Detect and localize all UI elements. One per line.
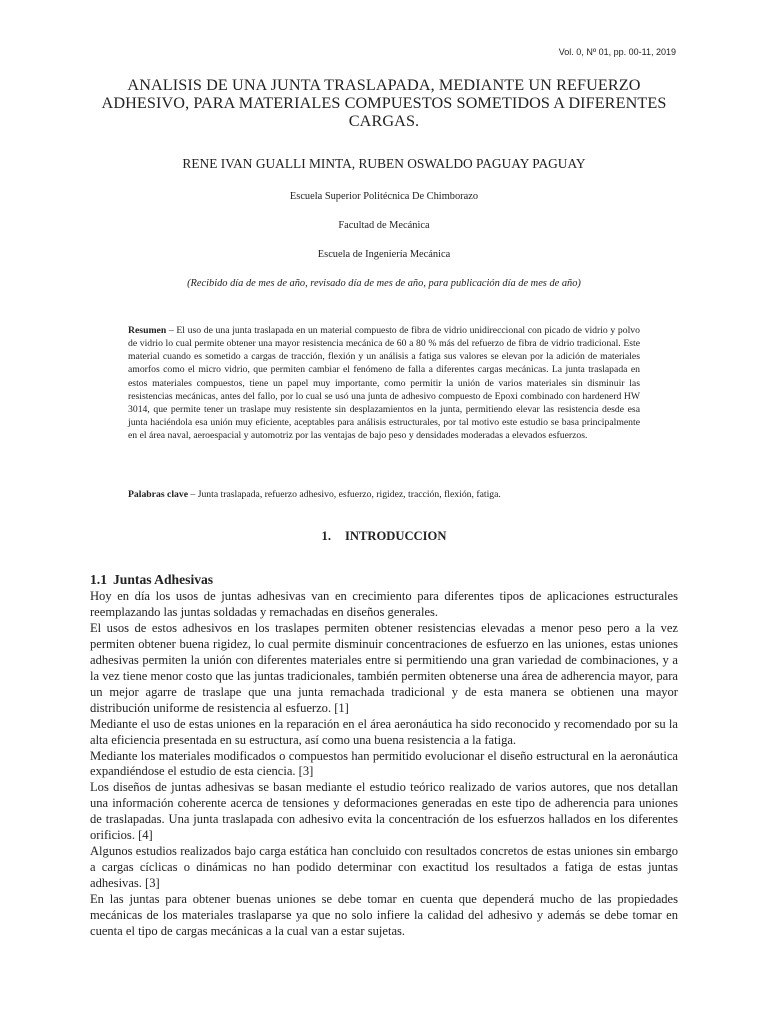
subsection-heading (90, 572, 213, 588)
affiliation-faculty: Facultad de Mecánica (338, 220, 430, 231)
abstract (128, 324, 640, 442)
body-text (90, 589, 678, 940)
keywords-label: Palabras clave (128, 489, 188, 500)
paragraph: Los diseños de juntas adhesivas se basan mediante el estudio teórico realizado de varios autores, que nos detallan una información coherente acerca de tensiones y deformaciones generadas en este tipo de adherencia para uniones de traslapadas. Una junta traslapada con adhesivo evita la concentración de los esfuerzos hallados en los diferentes orificios. [4] (90, 780, 678, 843)
keywords (128, 489, 640, 500)
paper-title: ANALISIS DE UNA JUNTA TRASLAPADA, MEDIANTE UN REFUERZO ADHESIVO, PARA MATERIALES COMPUESTOS SOMETIDOS A DIFERENTES CARGAS. (101, 76, 667, 130)
section-title: INTRODUCCION (344, 529, 447, 543)
section-heading (90, 529, 678, 544)
keywords-separator: – (188, 489, 198, 500)
paper-authors: RENE IVAN GUALLI MINTA, RUBEN OSWALDO PAGUAY PAGUAY (182, 156, 586, 171)
keywords-text: Junta traslapada, refuerzo adhesivo, esfuerzo, rigidez, tracción, flexión, fatiga. (197, 489, 501, 500)
paragraph: Hoy en día los usos de juntas adhesivas van en crecimiento para diferentes tipos de aplicaciones estructurales reemplazando las juntas soldadas y remachadas en diseños generales. (90, 589, 678, 619)
paragraph: El usos de estos adhesivos en los traslapes permiten obtener resistencias elevadas a menor peso pero a la vez permiten obtener buena rigidez, lo cual permite disminuir concentraciones de esfuerzo en las uniones, estas uniones adhesivas permiten la unión con diferentes materiales entre si permitiendo una gran variedad de combinaciones, y a la vez tiene menor costo que las juntas tradicionales, también permiten obtenerse una área de adherencia mayor, para un mejor agarre de traslape que una junta remachada tradicional y de esta manera se obtienen una mayor distribución uniforme de resistencia al esfuerzo. [1] (90, 620, 678, 715)
abstract-label: Resumen (128, 325, 167, 336)
received-dates: (Recibido día de mes de año, revisado día de mes de año, para publicación día de mes de año) (187, 278, 581, 289)
abstract-text: El uso de una junta traslapada en un material compuesto de fibra de vidrio unidireccional con picado de vidrio y polvo de vidrio lo cual permite obtener una mayor resistencia mecánica de 60 a 80 % más del refuerzo de fibra de vidrio tradicional. Este material cuando es sometido a cargas de tracción, flexión y un análisis a fatiga sus valores se elevan por la adición de materiales amorfos como el micro vidrio, que permiten cambiar el fenómeno de falla a diferentes cargas mecánicas. La junta traslapada en estos materiales compuestos, tiene un papel muy importante, como permitir la unión de varios materiales sin disminuir las resistencias mecánicas, antes del fallo, por lo cual se usó una junta de adhesivo compuesto de Epoxi combinado con hardenerd HW 3014, que permite tener un traslape muy resistente sin desplazamientos en la junta, permitiendo elevar las resistencia desde esa junta haciéndola esa unión muy eficiente, aceptables para análisis estructurales, por tal motivo este estudio se basa principalmente en el área naval, aeroespacial y automotriz por las ventajas de bajo peso y densidades moderadas a elevados esfuerzos. (128, 325, 640, 442)
paragraph: Algunos estudios realizados bajo carga estática han concluido con resultados concretos de estas uniones sin embargo a cargas cíclicas o dinámicas no han podido determinar con exactitud los resultados a fatiga de estas juntas adhesivas. [3] (90, 844, 678, 891)
affiliation-university: Escuela Superior Politécnica De Chimborazo (289, 191, 479, 202)
subsection-number: 1.1 (90, 572, 107, 587)
section-number: 1. (321, 529, 331, 543)
paragraph: Mediante el uso de estas uniones en la reparación en el área aeronáutica ha sido reconocido y recomendado por su la alta eficiencia presentada en su estructura, así como una buena resistencia a la fatiga. (90, 716, 678, 747)
subsection-title: Juntas Adhesivas (113, 572, 214, 587)
affiliation-school: Escuela de Ingeniería Mecánica (317, 249, 451, 260)
journal-reference: Vol. 0, Nº 01, pp. 00-11, 2019 (558, 47, 676, 57)
paragraph: Mediante los materiales modificados o compuestos han permitido evolucionar el diseño estructural en la aeronáutica expandiéndose el estudio de esta ciencia. [3] (90, 748, 678, 779)
abstract-separator: – (166, 325, 177, 336)
paragraph: En las juntas para obtener buenas uniones se debe tomar en cuenta que dependerá mucho de las propiedades mecánicas de los materiales traslaparse ya que no solo infiere la calidad del adhesivo y además se debe tomar en cuenta el tipo de cargas mecánicas a la cual van a estar sujetas. (90, 892, 678, 939)
